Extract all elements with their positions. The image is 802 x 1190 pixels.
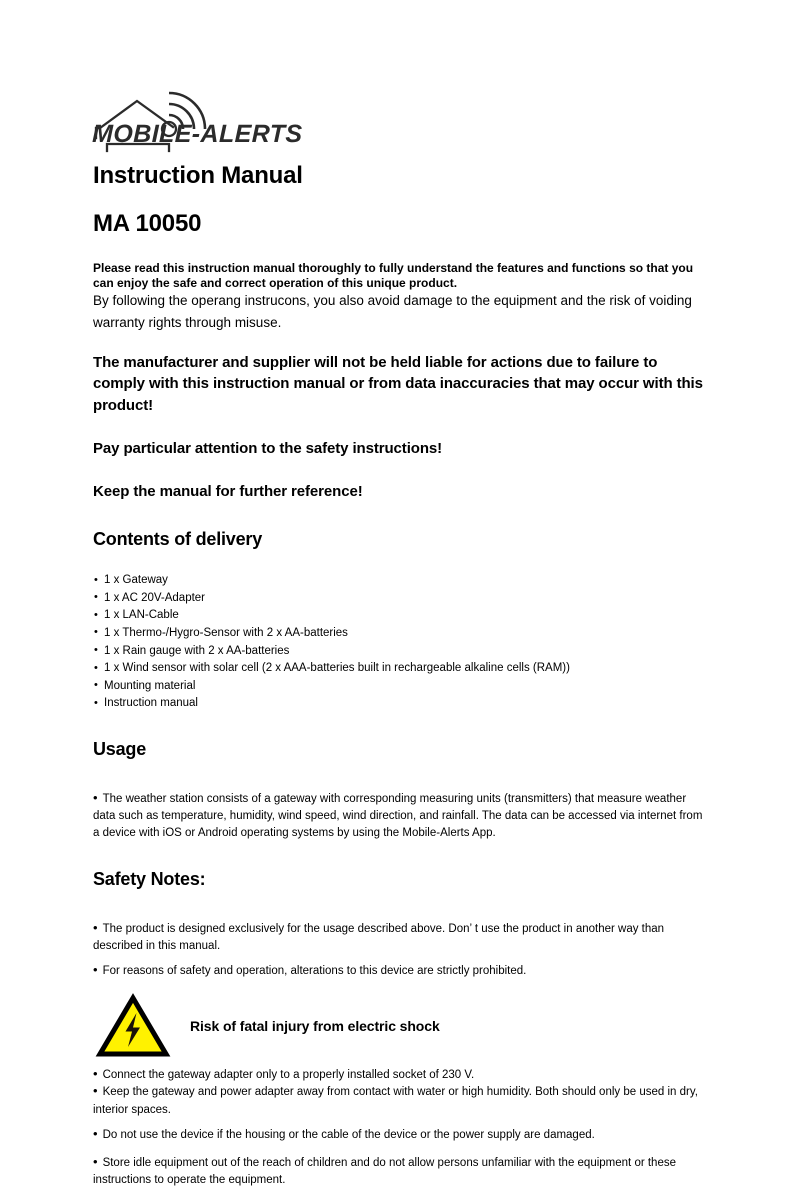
list-item: • 1 x AC 20V-Adapter	[93, 590, 705, 608]
attention-statement: Pay particular attention to the safety instructions!	[93, 439, 443, 457]
safety-bullet-text: For reasons of safety and operation, alterations to this device are strictly prohibited.	[102, 965, 527, 978]
safety-bullet-text: Store idle equipment out of the reach of children and do not allow persons unfamiliar with the equipment or these instructions to operate the equipment.	[93, 1156, 676, 1187]
bullet-icon: •	[93, 1083, 98, 1099]
safety-bullet	[93, 963, 705, 980]
intro-normal-notice: By following the operang instrucons, you also avoid damage to the equipment and the risk of voiding warranty rights through misuse.	[93, 293, 692, 331]
safety-bullet	[93, 1084, 705, 1119]
bullet-icon: •	[93, 919, 98, 935]
section-heading-contents-of-delivery: Contents of delivery	[93, 528, 263, 549]
bullet-icon: •	[93, 789, 98, 805]
bullet-icon: •	[93, 962, 98, 978]
safety-bullet	[93, 1155, 705, 1190]
bullet-icon: •	[93, 1153, 98, 1169]
liability-statement: The manufacturer and supplier will not be held liable for actions due to failure to comply with this instruction manual or from data inaccuracies that may occur with this product!	[93, 354, 703, 414]
bullet-icon: •	[93, 1065, 98, 1081]
section-heading-safety-notes: Safety Notes:	[93, 868, 206, 889]
mobile-alerts-logo-icon	[93, 88, 323, 156]
electric-shock-warning-triangle-icon	[98, 996, 168, 1056]
section-heading-usage: Usage	[93, 738, 147, 759]
document-content	[93, 88, 705, 1190]
safety-bullet-text: Do not use the device if the housing or the cable of the device or the power supply are damaged.	[102, 1129, 595, 1142]
electric-shock-warning	[93, 995, 705, 1057]
safety-bullet-text: The product is designed exclusively for the usage described above. Don’ t use the product in another way than described in this manual.	[93, 922, 665, 952]
model-number: MA 10050	[93, 210, 202, 238]
contents-of-delivery-list	[93, 572, 705, 713]
safety-bullet-text: Connect the gateway adapter only to a properly installed socket of 230 V.	[102, 1068, 475, 1081]
list-item: • 1 x Wind sensor with solar cell (2 x AAA-batteries built in rechargeable alkaline cells (RAM))	[93, 660, 705, 678]
usage-bullet-text: The weather station consists of a gateway with corresponding measuring units (transmitters) that measure weather data such as temperature, humidity, wind speed, wind direction, and rainfall. The data can be accessed via internet from a device with iOS or Android operating systems by using the Mobile-Alerts App.	[93, 792, 703, 840]
list-item: • Mounting material	[93, 678, 705, 696]
safety-bullet	[93, 1067, 705, 1084]
mobile-alerts-wordmark: MOBILE-ALERTS	[91, 120, 303, 148]
mobile-alerts-logo	[93, 88, 323, 156]
usage-bullet	[93, 791, 705, 843]
list-item: • Instruction manual	[93, 695, 705, 713]
list-item: • 1 x Rain gauge with 2 x AA-batteries	[93, 643, 705, 661]
safety-bullet	[93, 921, 705, 956]
safety-bullet-text: Keep the gateway and power adapter away from contact with water or high humidity. Both should only be used in dry, interior spaces.	[93, 1086, 698, 1116]
list-item: • 1 x Thermo-/Hygro-Sensor with 2 x AA-batteries	[93, 625, 705, 643]
keep-manual-statement: Keep the manual for further reference!	[93, 483, 363, 501]
page-title: Instruction Manual	[93, 162, 303, 189]
electric-shock-warning-text: Risk of fatal injury from electric shock	[190, 1017, 440, 1034]
list-item: • 1 x Gateway	[93, 572, 705, 590]
intro-bold-notice: Please read this instruction manual thoroughly to fully understand the features and functions so that you can enjoy the safe and correct operation of this unique product.	[93, 260, 694, 290]
safety-bullet	[93, 1127, 705, 1144]
bullet-icon: •	[93, 1126, 98, 1142]
list-item: • 1 x LAN-Cable	[93, 607, 705, 625]
